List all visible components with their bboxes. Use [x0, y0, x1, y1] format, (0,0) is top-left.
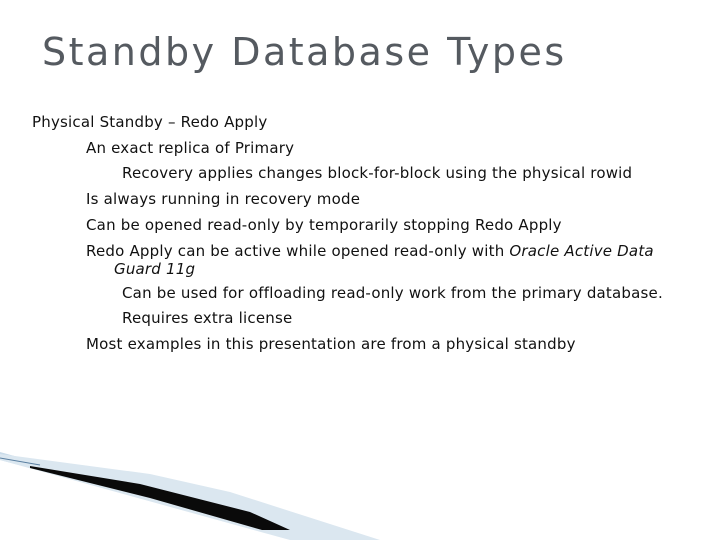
bullet-level2-read-only: Can be opened read-only by temporarily stopping Redo Apply: [86, 216, 562, 234]
slide-title: Standby Database Types: [42, 30, 567, 74]
bullet-level2-examples: Most examples in this presentation are from a physical standby: [86, 335, 576, 353]
bullet-level2-exact-replica: An exact replica of Primary: [86, 139, 295, 157]
decorative-swoosh: [0, 430, 720, 540]
bullet-level3-recovery-applies: Recovery applies changes block-for-block using the physical rowid: [122, 164, 633, 182]
bullet-level2-recovery-mode: Is always running in recovery mode: [86, 190, 361, 208]
bullet-text: Redo Apply can be active while opened read-only with: [86, 242, 510, 260]
bullet-level2-redo-apply-active: [86, 242, 654, 260]
bullet-level3-extra-license: Requires extra license: [122, 309, 293, 327]
bullet-level1-physical-standby: Physical Standby – Redo Apply: [32, 113, 268, 131]
swoosh-black-band: [30, 466, 290, 530]
product-name-emphasis: Oracle Active Data: [509, 242, 654, 260]
bullet-level3-offloading: Can be used for offloading read-only work from the primary database.: [122, 284, 663, 302]
product-name-emphasis-continued: Guard 11g: [114, 260, 196, 278]
